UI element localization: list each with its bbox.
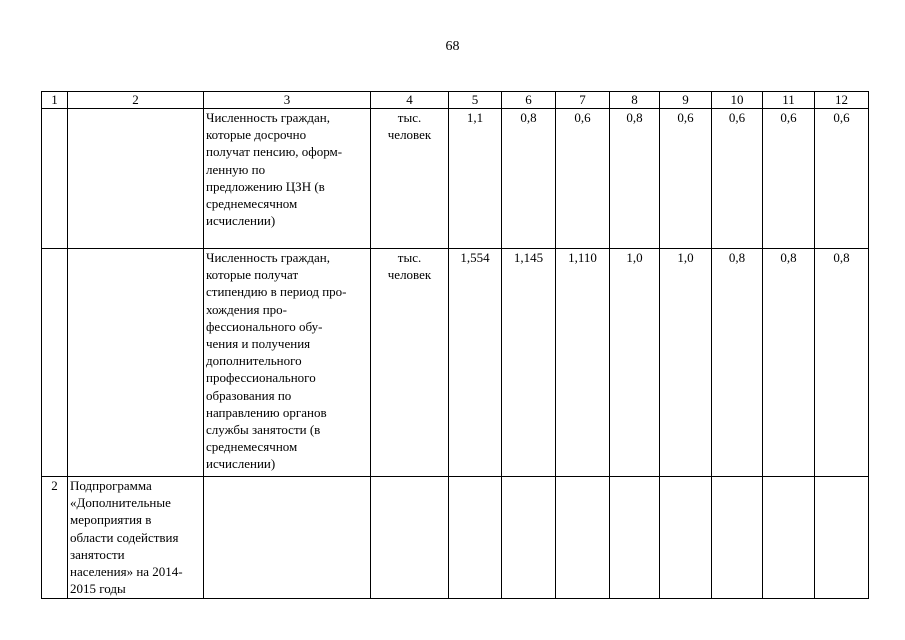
indicator-name-cell	[204, 249, 371, 477]
value-cell: 0,8	[502, 109, 556, 249]
indicator-line: фессионального обу-	[206, 318, 323, 334]
value-cell: 1,0	[610, 249, 660, 477]
value-cell: 0,6	[660, 109, 712, 249]
indicator-line: хождения про-	[206, 301, 287, 317]
value-cell	[449, 477, 502, 599]
indicator-line: Численность граждан,	[206, 110, 330, 125]
unit-cell	[371, 477, 449, 599]
header-cell: 8	[610, 92, 660, 109]
value-cell: 0,8	[712, 249, 763, 477]
row-number-cell	[42, 109, 68, 249]
value-cell: 0,6	[712, 109, 763, 249]
value-cell: 0,6	[763, 109, 815, 249]
value-cell: 1,554	[449, 249, 502, 477]
header-cell: 2	[68, 92, 204, 109]
indicator-line: дополнительного	[206, 353, 302, 369]
unit-line: тыс.	[397, 110, 422, 125]
value-cell: 0,8	[815, 249, 869, 477]
indicator-name-cell	[204, 109, 371, 249]
program-name-line: 2015 годы	[70, 581, 126, 597]
page-number: 68	[445, 39, 460, 54]
unit-cell	[371, 249, 449, 477]
value-cell	[556, 477, 610, 599]
indicator-name-cell	[204, 477, 371, 599]
indicator-line: среднемесячном	[206, 439, 298, 455]
value-cell: 1,110	[556, 249, 610, 477]
unit-line: человек	[387, 127, 432, 143]
value-cell: 0,6	[556, 109, 610, 249]
value-cell: 0,6	[815, 109, 869, 249]
value-cell: 0,8	[610, 109, 660, 249]
value-cell: 1,145	[502, 249, 556, 477]
unit-line: человек	[387, 267, 432, 283]
header-cell: 9	[660, 92, 712, 109]
value-cell	[712, 477, 763, 599]
header-cell: 3	[204, 92, 371, 109]
program-name-cell	[68, 249, 204, 477]
program-name-line: занятости	[70, 546, 125, 562]
indicator-line: исчислении)	[206, 456, 276, 472]
program-name-line: мероприятия в	[70, 512, 152, 528]
indicator-line: службы занятости (в	[206, 422, 321, 438]
value-cell: 0,8	[763, 249, 815, 477]
indicator-line: чения и получения	[206, 336, 311, 352]
value-cell: 1,1	[449, 109, 502, 249]
program-name-line: населения» на 2014-	[70, 564, 183, 580]
indicator-line: Численность граждан,	[206, 250, 330, 265]
table-row	[42, 249, 869, 477]
program-name-cell	[68, 109, 204, 249]
program-name-line: области содействия	[70, 529, 179, 545]
indicator-line: направлению органов	[206, 404, 327, 420]
row-number-cell	[42, 249, 68, 477]
indicator-line: исчислении)	[206, 213, 276, 229]
indicator-line: получат пенсию, оформ-	[206, 144, 343, 160]
indicator-line: которые досрочно	[206, 127, 307, 143]
header-cell: 6	[502, 92, 556, 109]
indicator-line: среднемесячном	[206, 196, 298, 212]
header-cell: 11	[763, 92, 815, 109]
value-cell	[610, 477, 660, 599]
indicator-line: образования по	[206, 387, 292, 403]
indicator-table	[41, 91, 869, 599]
value-cell	[660, 477, 712, 599]
value-cell	[815, 477, 869, 599]
header-cell: 7	[556, 92, 610, 109]
indicator-line: которые получат	[206, 267, 299, 283]
value-cell	[502, 477, 556, 599]
value-cell	[763, 477, 815, 599]
header-cell: 12	[815, 92, 869, 109]
table-row	[42, 109, 869, 249]
header-cell: 5	[449, 92, 502, 109]
indicator-line: профессионального	[206, 370, 316, 386]
program-name-cell	[68, 477, 204, 599]
value-cell: 1,0	[660, 249, 712, 477]
program-name-line: Подпрограмма	[70, 478, 152, 493]
row-number-cell: 2	[42, 477, 68, 599]
header-cell: 1	[42, 92, 68, 109]
header-cell: 10	[712, 92, 763, 109]
unit-line: тыс.	[397, 250, 422, 265]
indicator-line: ленную по	[206, 161, 266, 177]
header-cell: 4	[371, 92, 449, 109]
table-row	[42, 477, 869, 599]
indicator-line: стипендию в период про-	[206, 284, 347, 300]
indicator-line: предложению ЦЗН (в	[206, 178, 325, 194]
table-header-row	[42, 92, 869, 109]
program-name-line: «Дополнительные	[70, 495, 171, 511]
unit-cell	[371, 109, 449, 249]
